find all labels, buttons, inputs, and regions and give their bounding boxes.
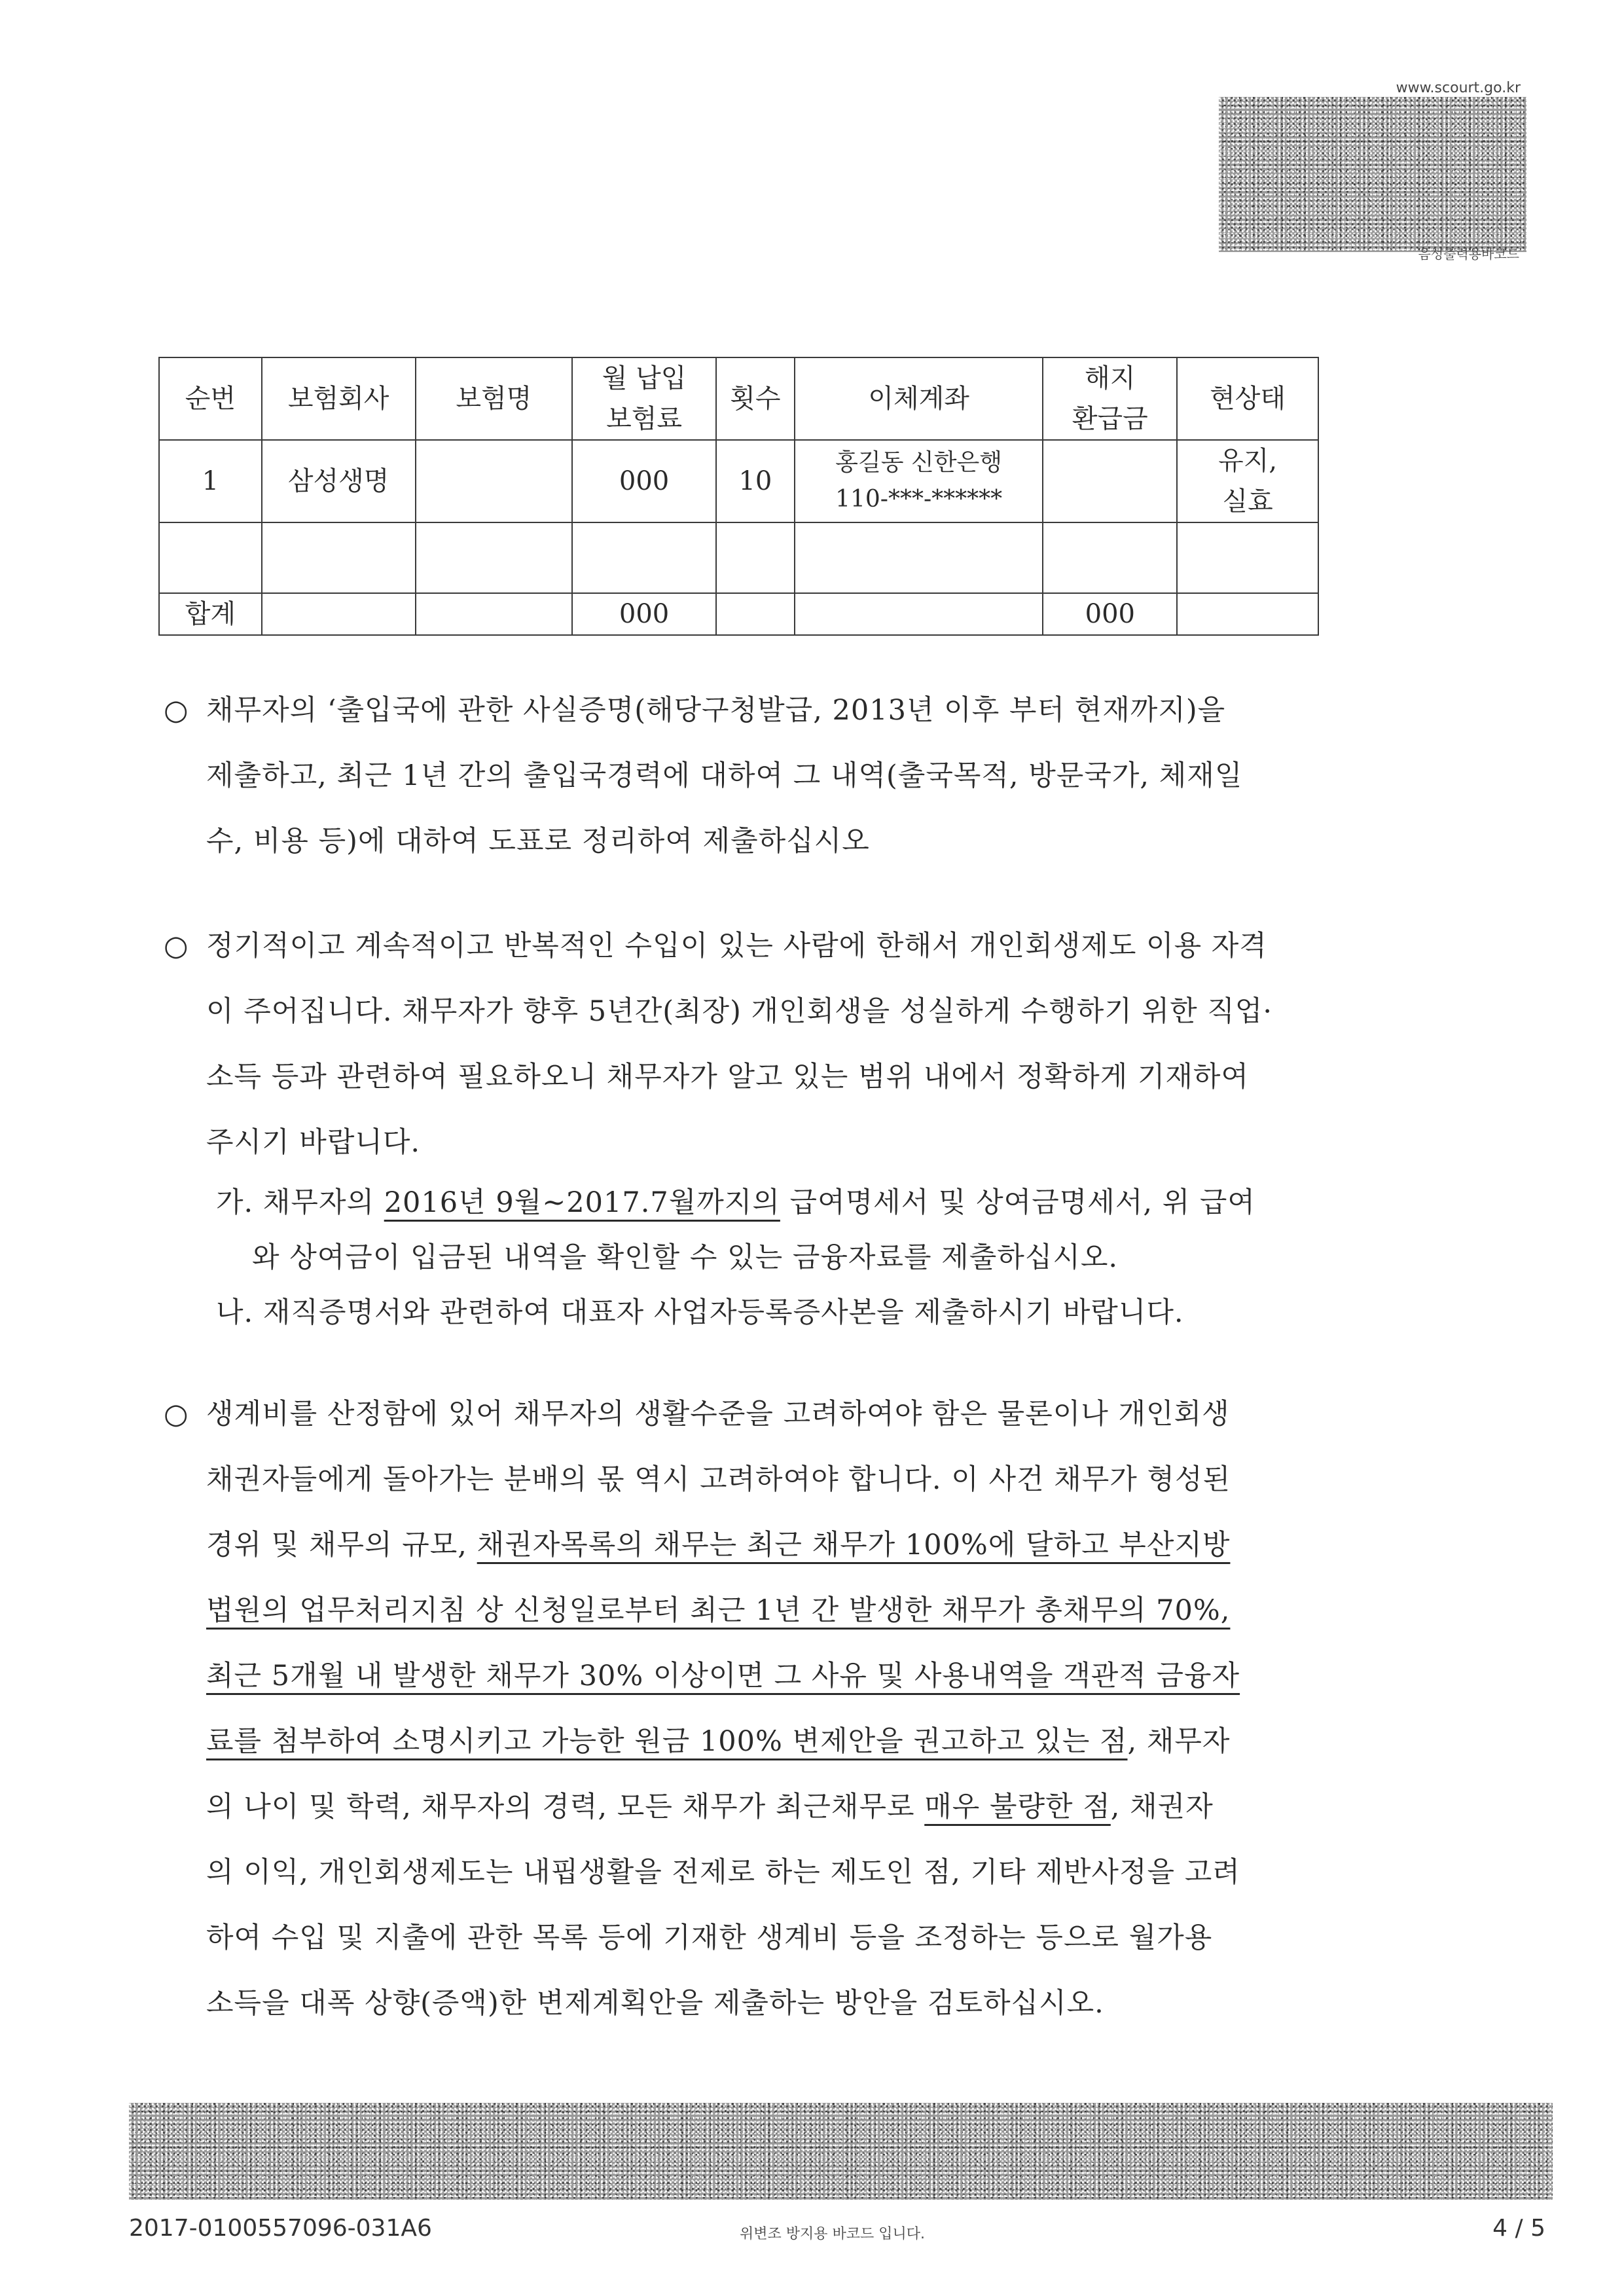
table-cell [159, 522, 262, 593]
table-cell [1177, 522, 1318, 593]
header-cell: 순번 [159, 357, 262, 440]
table-cell [416, 522, 573, 593]
paragraph-line [206, 1512, 1230, 1578]
paragraph-line [206, 1578, 1230, 1643]
anti-forgery-note: 위변조 방지용 바코드 입니다. [740, 2226, 925, 2242]
table-cell: 000 [1043, 593, 1177, 635]
paragraph-line [206, 1643, 1240, 1709]
header-cell: 해지 환급금 [1043, 357, 1177, 440]
table-cell [1177, 593, 1318, 635]
table-cell [572, 522, 716, 593]
table-cell: 유지, 실효 [1177, 440, 1318, 522]
header-cell: 보험명 [416, 357, 573, 440]
sub-item-line: 와 상여금이 입금된 내역을 확인할 수 있는 금융자료를 제출하십시오. [252, 1241, 1119, 1274]
paragraph-line [206, 1774, 1214, 1840]
paragraph-line: 하여 수입 및 지출에 관한 목록 등에 기재한 생계비 등을 조정하는 등으로 월가용 [206, 1922, 1213, 1954]
table-cell [795, 593, 1043, 635]
underlined-text: 최근 5개월 내 발생한 채무가 30% 이상이면 그 사유 및 사용내역을 객관적 금융자 [206, 1660, 1240, 1692]
header-cell: 보험회사 [262, 357, 416, 440]
page-number: 4 / 5 [1492, 2215, 1545, 2242]
paragraph-line: 주시기 바랍니다. [206, 1126, 421, 1159]
paragraph-line: 수, 비용 등)에 대하여 도표로 정리하여 제출하십시오 [206, 825, 870, 858]
underlined-text: 채권자목록의 채무는 최근 채무가 100%에 달하고 부산지방 [477, 1529, 1231, 1561]
voice-output-barcode [1219, 97, 1526, 252]
underlined-text: 법원의 업무처리지침 상 신청일로부터 최근 1년 간 발생한 채무가 총채무의 70%, [206, 1594, 1231, 1627]
header-cell: 이체계좌 [795, 357, 1043, 440]
table-cell [1043, 440, 1177, 522]
insurance-table [158, 357, 1319, 636]
paragraph-line: 채무자의 ‘출입국에 관한 사실증명(해당구청발급, 2013년 이후 부터 현재까지)을 [206, 694, 1226, 727]
sub-item-text: 급여명세서 및 상여금명세서, 위 급여 [780, 1186, 1255, 1219]
underlined-period: 2016년 9월~2017.7월까지의 [384, 1186, 780, 1219]
table-cell: 1 [159, 440, 262, 522]
sub-item-text: 가. 채무자의 [216, 1186, 384, 1219]
table-cell: 합계 [159, 593, 262, 635]
table-cell [795, 522, 1043, 593]
bullet-circle: ○ [164, 930, 189, 962]
paragraph-income-eligibility [164, 913, 1466, 1329]
table-cell: 삼성생명 [262, 440, 416, 522]
table-row [159, 522, 1318, 593]
paragraph-line: 채권자들에게 돌아가는 분배의 몫 역시 고려하여야 합니다. 이 사건 채무가 형성된 [206, 1463, 1231, 1496]
table-header-row [159, 357, 1318, 440]
paragraph-line: 의 이익, 개인회생제도는 내핍생활을 전제로 하는 제도인 점, 기타 제반사정을 고려 [206, 1856, 1240, 1889]
text: , 채권자 [1110, 1791, 1214, 1823]
document-id: 2017-0100557096-031A6 [129, 2215, 432, 2242]
text: 의 나이 및 학력, 채무자의 경력, 모든 채무가 최근채무로 [206, 1791, 925, 1823]
paragraph-travel-records [164, 678, 1466, 874]
header-cell: 월 납입 보험료 [572, 357, 716, 440]
anti-forgery-barcode [129, 2103, 1553, 2200]
table-cell [262, 593, 416, 635]
paragraph-line: 소득을 대폭 상향(증액)한 변제계획안을 제출하는 방안을 검토하십시오. [206, 1987, 1104, 2020]
paragraph-line: 정기적이고 계속적이고 반복적인 수입이 있는 사람에 한해서 개인회생제도 이용 자격 [206, 930, 1267, 962]
table-total-row [159, 593, 1318, 635]
text: , 채무자 [1127, 1725, 1231, 1758]
table-row [159, 440, 1318, 522]
paragraph-living-expenses [164, 1381, 1466, 2036]
sub-item-na: 나. 재직증명서와 관련하여 대표자 사업자등록증사본을 제출하시기 바랍니다. [216, 1296, 1184, 1329]
header-cell: 횟수 [716, 357, 795, 440]
table-cell: 10 [716, 440, 795, 522]
paragraph-line: 소득 등과 관련하여 필요하오니 채무자가 알고 있는 범위 내에서 정확하게 기재하여 [206, 1061, 1249, 1093]
bullet-circle: ○ [164, 694, 189, 727]
barcode-url: www.scourt.go.kr [1396, 80, 1521, 96]
header-cell: 현상태 [1177, 357, 1318, 440]
paragraph-line: 제출하고, 최근 1년 간의 출입국경력에 대하여 그 내역(출국목적, 방문국가, 체재일 [206, 759, 1243, 792]
bullet-circle: ○ [164, 1398, 189, 1430]
table-cell [416, 440, 573, 522]
text: 경위 및 채무의 규모, [206, 1529, 477, 1561]
table-cell [716, 593, 795, 635]
table-cell [262, 522, 416, 593]
paragraph-line: 이 주어집니다. 채무자가 향후 5년간(최장) 개인회생을 성실하게 수행하기 위한 직업· [206, 995, 1273, 1028]
paragraph-line [206, 1709, 1230, 1774]
barcode-caption: 음성출력용바코드 [1418, 246, 1519, 262]
table-cell [1043, 522, 1177, 593]
table-cell [716, 522, 795, 593]
table-cell [416, 593, 573, 635]
table-cell: 000 [572, 593, 716, 635]
paragraph-line: 생계비를 산정함에 있어 채무자의 생활수준을 고려하여야 함은 물론이나 개인회생 [206, 1398, 1230, 1430]
table-cell: 000 [572, 440, 716, 522]
underlined-text: 매우 불량한 점 [924, 1791, 1111, 1823]
underlined-text: 료를 첨부하여 소명시키고 가능한 원금 100% 변제안을 권고하고 있는 점 [206, 1725, 1128, 1758]
table-cell: 홍길동 신한은행 110-***-****** [795, 440, 1043, 522]
